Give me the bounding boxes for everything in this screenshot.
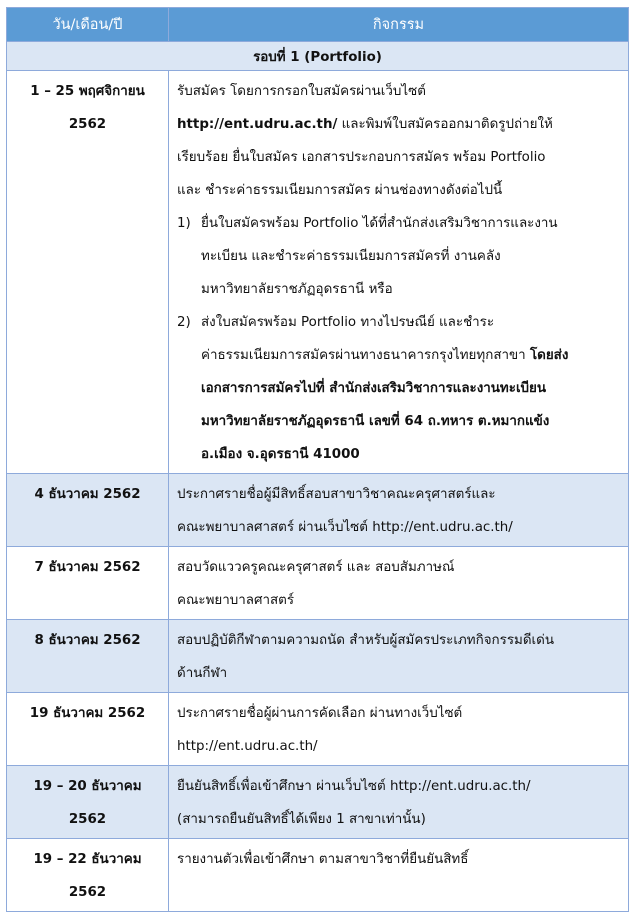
- table-row: [7, 71, 629, 474]
- item-number: 2): [177, 315, 191, 330]
- date-cell: 7 ธันวาคม 2562: [7, 547, 169, 620]
- activity-line: ยืนยันสิทธิ์เพื่อเข้าศึกษา ผ่านเว็บไซต์ http://ent.udru.ac.th/: [177, 779, 531, 794]
- activity-line: [177, 108, 620, 141]
- activity-line: คณะพยาบาลศาสตร์ ผ่านเว็บไซต์ http://ent.udru.ac.th/: [177, 520, 513, 535]
- activity-cell: [169, 71, 629, 474]
- table-row: [7, 474, 629, 547]
- date-column-header: วัน/เดือน/ปี: [7, 8, 169, 42]
- date-cell: [7, 766, 169, 839]
- website-url: http://ent.udru.ac.th/: [177, 117, 338, 132]
- activity-text: ค่าธรรมเนียมการสมัครผ่านทางธนาคารกรุงไทยทุกสาขา: [201, 348, 530, 363]
- date-line: 19 – 20 ธันวาคม: [33, 779, 142, 794]
- date-cell: [7, 71, 169, 474]
- table-header-row: [7, 8, 629, 42]
- activity-line: สอบวัดแววครูคณะครุศาสตร์ และ สอบสัมภาษณ์: [177, 560, 455, 575]
- date-line: 1 – 25 พฤศจิกายน: [30, 84, 145, 99]
- date-cell: 19 ธันวาคม 2562: [7, 693, 169, 766]
- activity-line: มหาวิทยาลัยราชภัฏอุดรธานี หรือ: [201, 282, 393, 297]
- activity-cell: [169, 547, 629, 620]
- date-line: 2562: [68, 812, 107, 827]
- activity-cell: [169, 693, 629, 766]
- date-cell: 4 ธันวาคม 2562: [7, 474, 169, 547]
- activity-line: รายงานตัวเพื่อเข้าศึกษา ตามสาขาวิชาที่ยืนยันสิทธิ์: [177, 852, 469, 867]
- item-number: 1): [177, 216, 191, 231]
- table-row: [7, 547, 629, 620]
- mailing-address-line: อ.เมือง จ.อุดรธานี 41000: [201, 447, 360, 462]
- activity-text: และพิมพ์ใบสมัครออกมาติดรูปถ่ายให้: [337, 117, 553, 132]
- activity-line: คณะพยาบาลศาสตร์: [177, 593, 295, 608]
- mailing-address-line: เอกสารการสมัครไปที่ สำนักส่งเสริมวิชาการและงานทะเบียน: [201, 381, 547, 396]
- activity-line: ทะเบียน และชำระค่าธรรมเนียมการสมัครที่ งานคลัง: [201, 249, 501, 264]
- mailing-address-line: มหาวิทยาลัยราชภัฏอุดรธานี เลขที่ 64 ถ.ทหาร ต.หมากแข้ง: [201, 414, 550, 429]
- table-row: [7, 620, 629, 693]
- activity-line: http://ent.udru.ac.th/: [177, 739, 318, 754]
- activity-cell: [169, 839, 629, 912]
- channel-item-1: [177, 207, 620, 306]
- activity-line: ประกาศรายชื่อผู้มีสิทธิ์สอบสาขาวิชาคณะครุศาสตร์และ: [177, 487, 496, 502]
- round-title: รอบที่ 1 (Portfolio): [7, 42, 629, 71]
- activity-line: [201, 339, 620, 372]
- activity-column-header: กิจกรรม: [169, 8, 629, 42]
- table-row: [7, 766, 629, 839]
- activity-cell: [169, 620, 629, 693]
- activity-line: (สามารถยืนยันสิทธิ์ได้เพียง 1 สาขาเท่านั้น): [177, 812, 426, 827]
- schedule-table: [6, 7, 629, 912]
- activity-line: ส่งใบสมัครพร้อม Portfolio ทางไปรษณีย์ และชำระ: [201, 315, 495, 330]
- activity-line: ประกาศรายชื่อผู้ผ่านการคัดเลือก ผ่านทางเว็บไซต์: [177, 706, 463, 721]
- activity-line: สอบปฏิบัติกีฬาตามความถนัด สำหรับผู้สมัครประเภทกิจกรรมดีเด่น: [177, 633, 554, 648]
- activity-line: ด้านกีฬา: [177, 666, 228, 681]
- date-line: 2562: [68, 117, 107, 132]
- activity-text-bold: โดยส่ง: [529, 348, 569, 363]
- date-line: 2562: [68, 885, 107, 900]
- table-row: [7, 839, 629, 912]
- activity-line: รับสมัคร โดยการกรอกใบสมัครผ่านเว็บไซต์: [177, 84, 426, 99]
- round-title-row: [7, 42, 629, 71]
- activity-line: และ ชำระค่าธรรมเนียมการสมัคร ผ่านช่องทางดังต่อไปนี้: [177, 183, 503, 198]
- date-cell: [7, 839, 169, 912]
- activity-line: ยื่นใบสมัครพร้อม Portfolio ได้ที่สำนักส่งเสริมวิชาการและงาน: [201, 216, 558, 231]
- activity-cell: [169, 474, 629, 547]
- channel-item-2: [177, 306, 620, 471]
- activity-line: เรียบร้อย ยื่นใบสมัคร เอกสารประกอบการสมัคร พร้อม Portfolio: [177, 150, 546, 165]
- table-row: [7, 693, 629, 766]
- date-cell: 8 ธันวาคม 2562: [7, 620, 169, 693]
- activity-cell: [169, 766, 629, 839]
- date-line: 19 – 22 ธันวาคม: [33, 852, 142, 867]
